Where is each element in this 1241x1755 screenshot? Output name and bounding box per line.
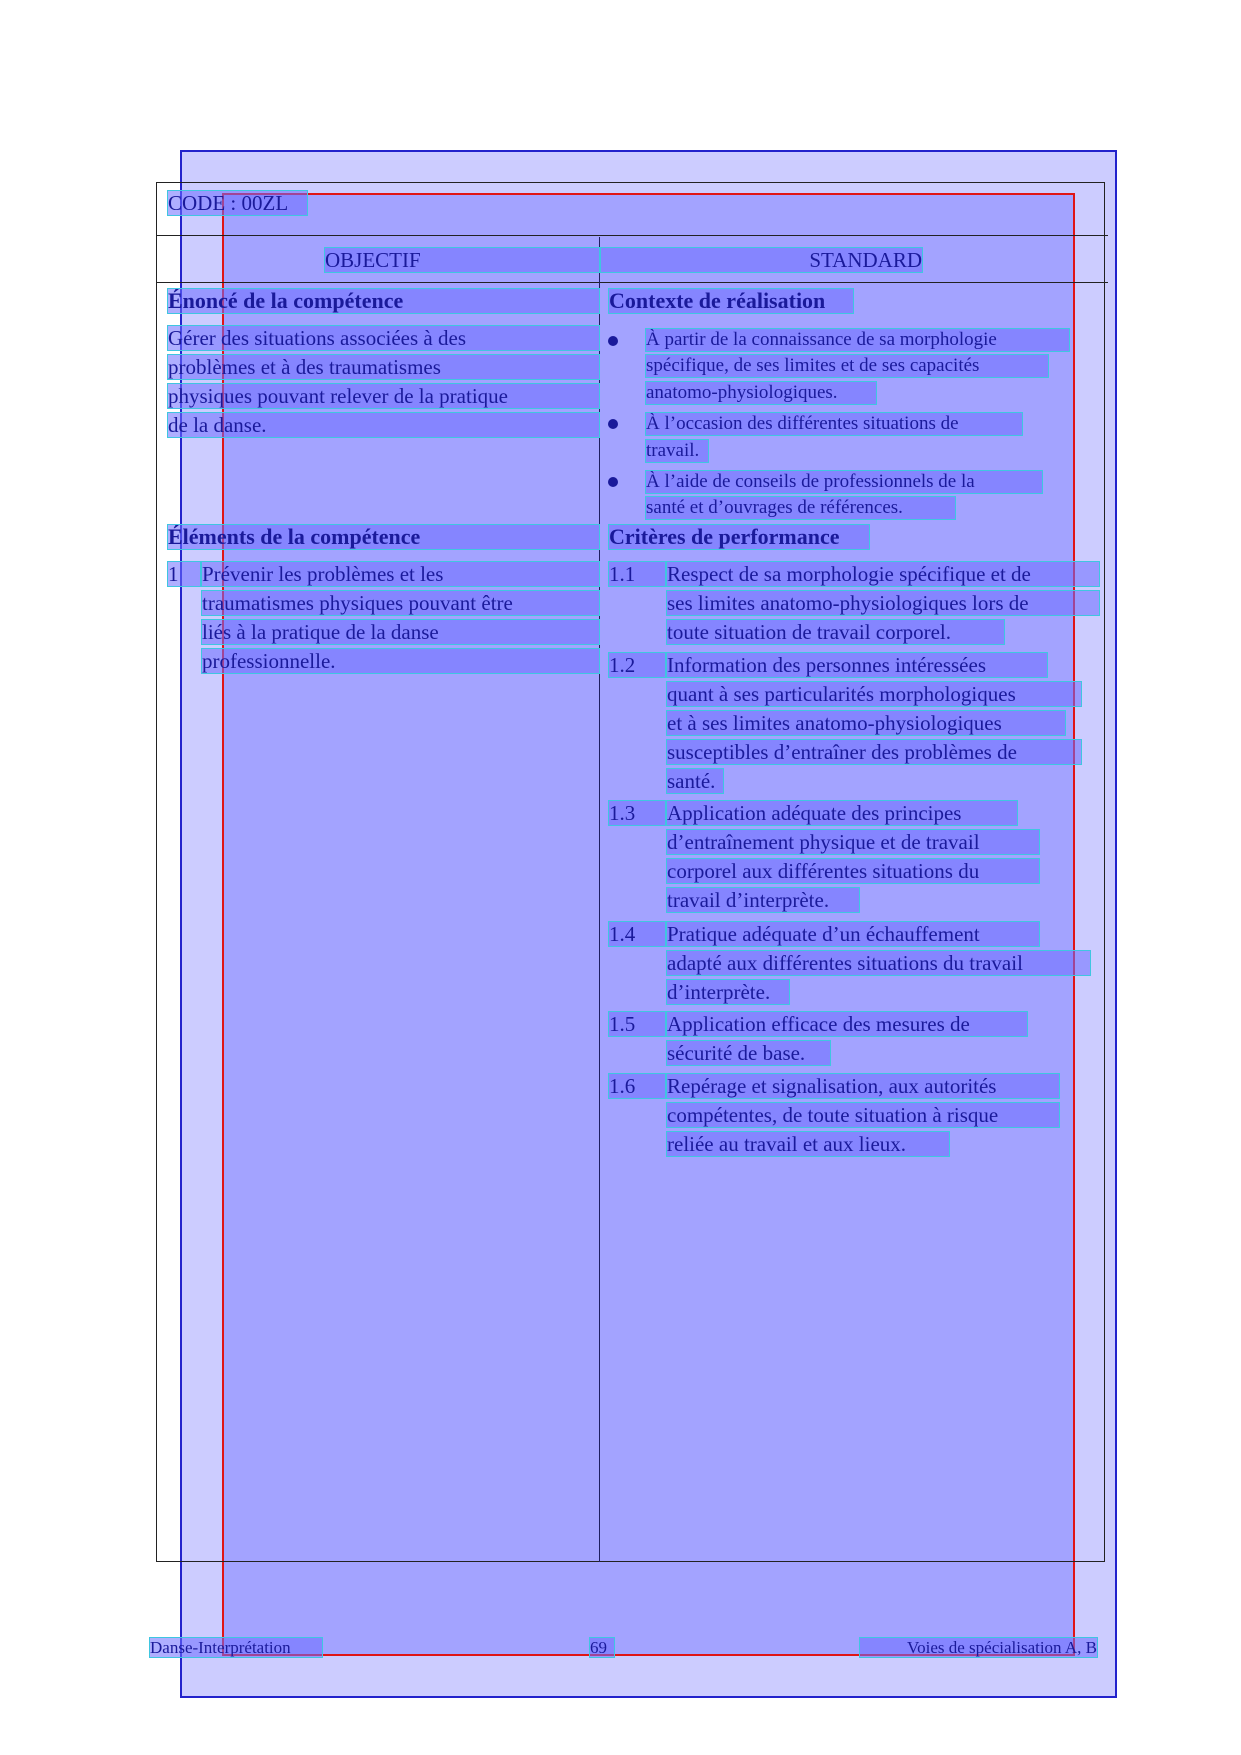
contexte-line: santé et d’ouvrages de références. (646, 497, 955, 519)
critere-number: 1.4 (609, 922, 665, 946)
contexte-line: À l’aide de conseils de professionnels de la (646, 471, 1042, 493)
enonce-line: physiques pouvant relever de la pratique (168, 384, 599, 408)
critere-line: et à ses limites anatomo-physiologiques (667, 711, 1065, 735)
critere-number: 1.3 (609, 801, 665, 825)
enonce-heading: Énoncé de la compétence (168, 289, 599, 313)
critere-line: d’entraînement physique et de travail (667, 830, 1039, 854)
header-objectif: OBJECTIF (325, 248, 599, 272)
critere-number: 1.6 (609, 1074, 665, 1098)
element-line: liés à la pratique de la danse (202, 620, 599, 644)
table-divider-header (156, 282, 1108, 283)
critere-line: santé. (667, 769, 723, 793)
critere-line: Application efficace des mesures de (667, 1012, 1027, 1036)
enonce-line: de la danse. (168, 413, 599, 437)
critere-line: Information des personnes intéressées (667, 653, 1047, 677)
critere-number: 1.5 (609, 1012, 665, 1036)
header-standard: STANDARD (601, 248, 922, 272)
critere-line: travail d’interprète. (667, 888, 859, 912)
bullet-icon (608, 477, 618, 487)
element-line: professionnelle. (202, 649, 599, 673)
critere-line: d’interprète. (667, 980, 789, 1004)
code-label: CODE : 00ZL (168, 191, 307, 215)
critere-line: toute situation de travail corporel. (667, 620, 1004, 644)
contexte-line: travail. (646, 440, 708, 462)
critere-line: susceptibles d’entraîner des problèmes de (667, 740, 1081, 764)
contexte-line: spécifique, de ses limites et de ses capacités (646, 355, 1048, 377)
contexte-line: anatomo-physiologiques. (646, 382, 876, 404)
critere-line: adapté aux différentes situations du travail (667, 951, 1090, 975)
critere-number: 1.1 (609, 562, 665, 586)
footer-page-number: 69 (590, 1638, 614, 1657)
table-divider-top (156, 235, 1108, 236)
critere-line: corporel aux différentes situations du (667, 859, 1039, 883)
critere-line: Repérage et signalisation, aux autorités (667, 1074, 1059, 1098)
bullet-icon (608, 419, 618, 429)
critere-line: compétentes, de toute situation à risque (667, 1103, 1059, 1127)
elements-heading: Éléments de la compétence (168, 525, 599, 549)
critere-line: Application adéquate des principes (667, 801, 1017, 825)
element-line: traumatismes physiques pouvant être (202, 591, 599, 615)
footer-title: Danse-Interprétation (150, 1638, 322, 1657)
critere-line: Pratique adéquate d’un échauffement (667, 922, 1039, 946)
contexte-heading: Contexte de réalisation (609, 289, 853, 313)
element-line: Prévenir les problèmes et les (202, 562, 599, 586)
critere-line: reliée au travail et aux lieux. (667, 1132, 949, 1156)
footer-voies: Voies de spécialisation A, B (860, 1638, 1097, 1657)
contexte-line: À l’occasion des différentes situations de (646, 413, 1022, 435)
critere-line: ses limites anatomo-physiologiques lors de (667, 591, 1099, 615)
critere-line: quant à ses particularités morphologiques (667, 682, 1081, 706)
enonce-line: problèmes et à des traumatismes (168, 355, 599, 379)
contexte-line: À partir de la connaissance de sa morphologie (646, 329, 1069, 351)
column-divider (599, 237, 600, 1562)
criteres-heading: Critères de performance (609, 525, 869, 549)
critere-line: sécurité de base. (667, 1041, 830, 1065)
critere-number: 1.2 (609, 653, 665, 677)
element-number: 1 (168, 562, 200, 586)
enonce-line: Gérer des situations associées à des (168, 326, 599, 350)
bullet-icon (608, 336, 618, 346)
critere-line: Respect de sa morphologie spécifique et de (667, 562, 1099, 586)
